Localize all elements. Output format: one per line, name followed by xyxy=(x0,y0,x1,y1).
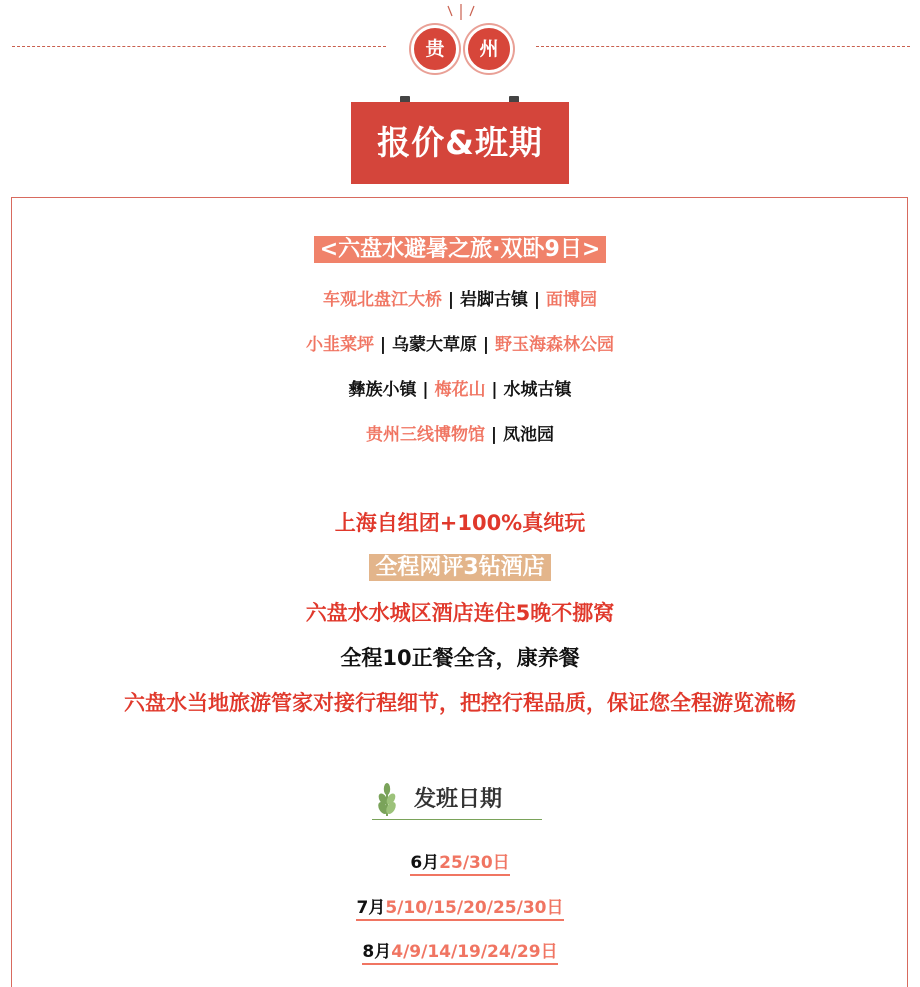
route-separator: | xyxy=(373,335,392,355)
date-month: 8月 xyxy=(362,942,392,962)
date-row-august xyxy=(0,937,920,965)
feature-stay: 六盘水水城区酒店连住5晚不挪窝 xyxy=(305,601,615,625)
date-entry xyxy=(356,893,563,921)
feature-meals: 全程10正餐全含，康养餐 xyxy=(340,646,580,670)
wheat-icon xyxy=(374,780,400,818)
route-separator: | xyxy=(484,425,504,445)
top-tick-decoration xyxy=(446,4,476,22)
date-row-june xyxy=(0,848,920,876)
tour-title: <六盘水避暑之旅·双卧9日> xyxy=(314,236,607,263)
date-days: 5/10/15/20/25/30日 xyxy=(385,898,564,918)
route-stop: 彝族小镇 xyxy=(348,380,417,400)
schedule-header xyxy=(372,778,544,820)
route-stop: 小韭菜坪 xyxy=(305,335,374,355)
date-entry xyxy=(362,937,557,965)
route-separator: | xyxy=(416,380,435,400)
route-stop: 岩脚古镇 xyxy=(460,290,528,310)
route-row-4 xyxy=(0,420,920,445)
schedule-title: 发班日期 xyxy=(414,787,503,812)
province-char-2: 州 xyxy=(465,25,513,73)
date-row-july xyxy=(0,893,920,921)
route-stop: 乌蒙大草原 xyxy=(392,335,477,355)
date-month: 7月 xyxy=(356,898,386,918)
province-char-1: 贵 xyxy=(411,25,459,73)
route-stop: 面博园 xyxy=(546,290,598,310)
route-separator: | xyxy=(477,335,496,355)
section-banner: 报价&班期 xyxy=(351,102,569,184)
route-separator: | xyxy=(485,380,504,400)
route-row-3 xyxy=(0,375,920,400)
date-entry xyxy=(410,848,509,876)
route-stop: 梅花山 xyxy=(434,380,486,400)
feature-hotel-row xyxy=(0,550,920,581)
tour-title-row xyxy=(0,232,920,263)
feature-hotel: 全程网评3钻酒店 xyxy=(369,554,550,581)
route-stop: 贵州三线博物馆 xyxy=(365,425,485,445)
schedule-title-underline xyxy=(372,819,542,820)
header-divider-left xyxy=(12,46,386,47)
route-stop: 凤池园 xyxy=(503,425,555,445)
date-month: 6月 xyxy=(410,853,440,873)
route-row-2 xyxy=(0,330,920,355)
date-days: 25/30日 xyxy=(439,853,510,873)
route-stop: 车观北盘江大桥 xyxy=(322,290,442,310)
route-stop: 水城古镇 xyxy=(503,380,572,400)
date-days: 4/9/14/19/24/29日 xyxy=(391,942,558,962)
header-divider-right xyxy=(536,46,910,47)
feature-guide: 六盘水当地旅游管家对接行程细节，把控行程品质，保证您全程游览流畅 xyxy=(124,691,796,715)
route-stop: 野玉海森林公园 xyxy=(495,335,615,355)
feature-group: 上海自组团+100%真纯玩 xyxy=(334,511,586,535)
route-separator: | xyxy=(528,290,547,310)
route-separator: | xyxy=(441,290,460,310)
route-row-1 xyxy=(0,285,920,310)
